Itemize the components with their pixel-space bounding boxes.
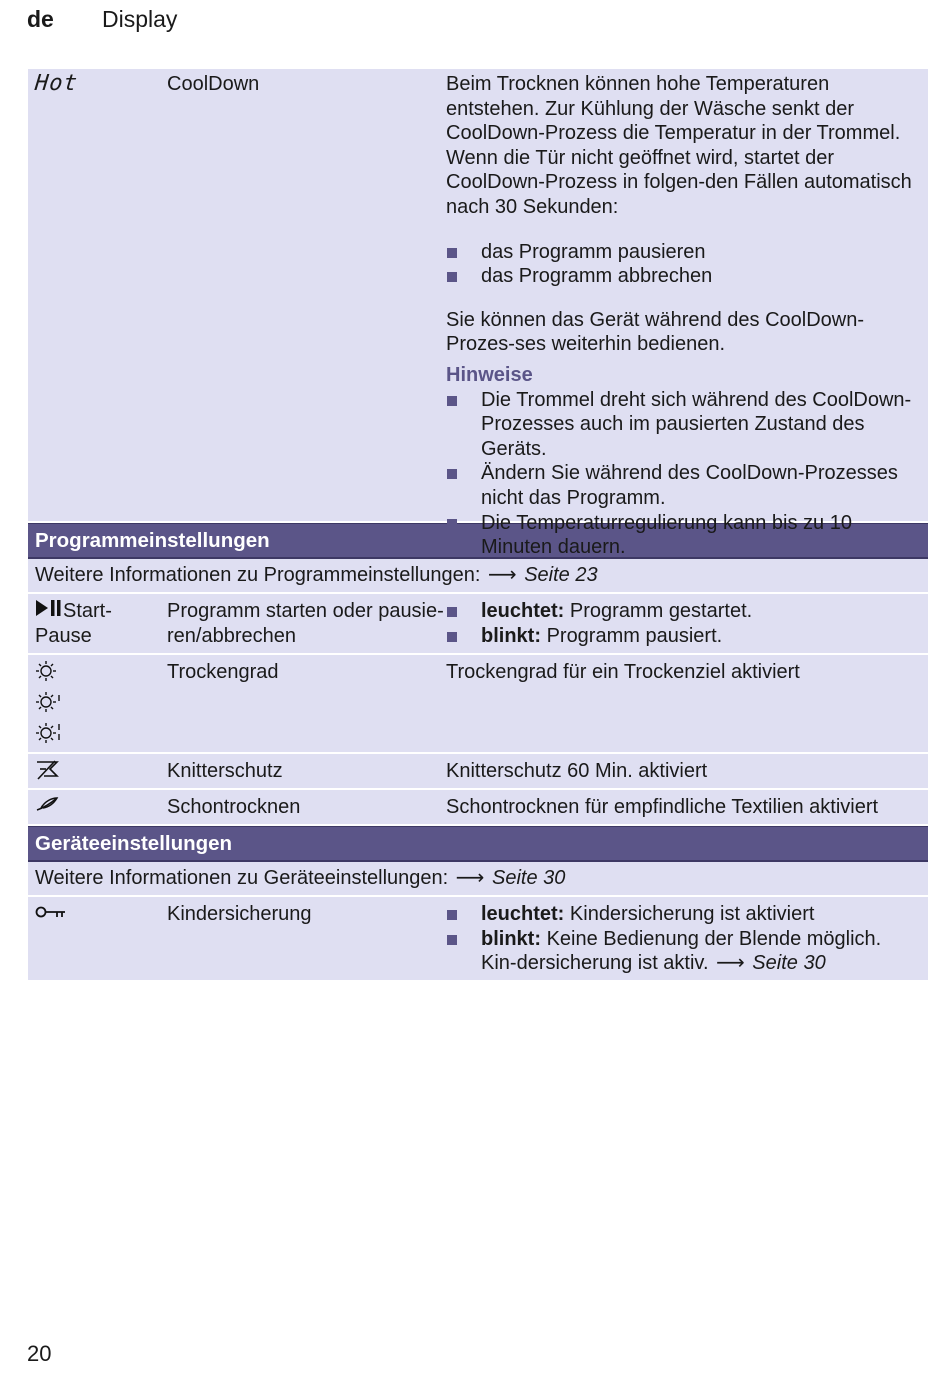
page-reference-link[interactable]: Seite 30 [492,867,566,889]
table-row-start-pause [28,594,928,655]
page-reference-link[interactable]: Seite 23 [524,564,598,586]
list-item: leuchtet: Kindersicherung ist aktiviert [446,902,920,927]
arrow-right-icon: ⟶ [487,564,517,586]
symbol-cell [28,902,167,980]
list-item: Die Temperaturregulierung kann bis zu 10 Minuten dauern. [446,511,920,560]
symbol-cell [28,795,167,824]
table-row-childlock [28,897,928,982]
list-item: das Programm pausieren [446,240,920,265]
function-name-cell: Programm starten oder pausie-ren/abbrechen [167,600,444,647]
description-cell: Schontrocknen für empfindliche Textilien aktiviert [446,796,879,818]
info-row-program-settings [28,559,928,594]
arrow-right-icon: ⟶ [716,952,745,975]
sun-dryness-icon [35,660,167,751]
feather-icon [35,795,59,820]
symbol-cell [28,72,167,521]
info-text: Weitere Informationen zu Programmeinstellungen: [35,564,481,586]
page-number: 20 [27,1341,52,1366]
description-cell [446,599,928,653]
description-cell [446,72,928,559]
symbol-cell [28,660,167,752]
list-item: blinkt: Keine Bedienung der Blende möglich. Kin-dersicherung ist aktiv. ⟶ Seite 30 [446,927,920,976]
table-row-dryness [28,655,928,754]
info-text: Weitere Informationen zu Geräteeinstellungen: [35,867,449,889]
symbol-cell [28,599,167,653]
start-pause-label: Start-Pause [35,600,112,648]
info-row-device-settings [28,862,928,897]
cooldown-note: Sie können das Gerät während des CoolDown-Prozes-ses weiterhin bedienen. [446,308,865,356]
state-list [446,599,924,648]
function-name-cell: Schontrocknen [167,796,301,818]
table-row-gentle [28,790,928,826]
symbol-cell [28,759,167,788]
list-item: Ändern Sie während des CoolDown-Prozesses nicht das Programm. [446,461,920,510]
section-title: Display [102,6,178,32]
function-name-cell: CoolDown [167,73,260,95]
cooldown-description: Beim Trocknen können hohe Temperaturen entstehen. Zur Kühlung der Wäsche senkt der CoolDown-Prozess die Temperatur in der Trommel. Wenn die Tür nicht geöffnet wird, startet der CoolDown-Prozess in folgen-den Fällen automatisch nach 30 Sekunden: [446,73,912,218]
key-icon [35,902,67,927]
hints-heading: Hinweise [446,363,533,386]
cooldown-case-list [446,240,920,289]
function-name-cell: Kindersicherung [167,903,312,925]
page-reference-link[interactable]: Seite 30 [752,952,826,975]
anticrease-icon [35,759,59,788]
function-name-cell: Trockengrad [167,661,279,683]
play-pause-icon [35,599,63,624]
page-header [27,6,177,36]
description-cell: Trockengrad für ein Trockenziel aktiviert [446,661,800,683]
description-cell: Knitterschutz 60 Min. aktiviert [446,760,708,782]
description-cell [446,902,928,980]
list-item: das Programm abbrechen [446,264,920,289]
section-header-program-settings: Programmeinstellungen [28,523,928,559]
list-item: blinkt: Programm pausiert. [446,624,924,649]
display-symbols-table [28,69,928,982]
table-row-anticrease [28,754,928,790]
language-code: de [27,6,54,32]
arrow-right-icon: ⟶ [455,867,485,889]
hot-display-icon: Hot [33,71,80,97]
section-header-device-settings: Geräteeinstellungen [28,826,928,862]
state-list [446,902,920,976]
hints-list [446,388,920,560]
list-item: Die Trommel dreht sich während des CoolDown-Prozesses auch im pausierten Zustand des Geräts. [446,388,920,462]
list-item: leuchtet: Programm gestartet. [446,599,924,624]
function-name-cell: Knitterschutz [167,760,283,782]
